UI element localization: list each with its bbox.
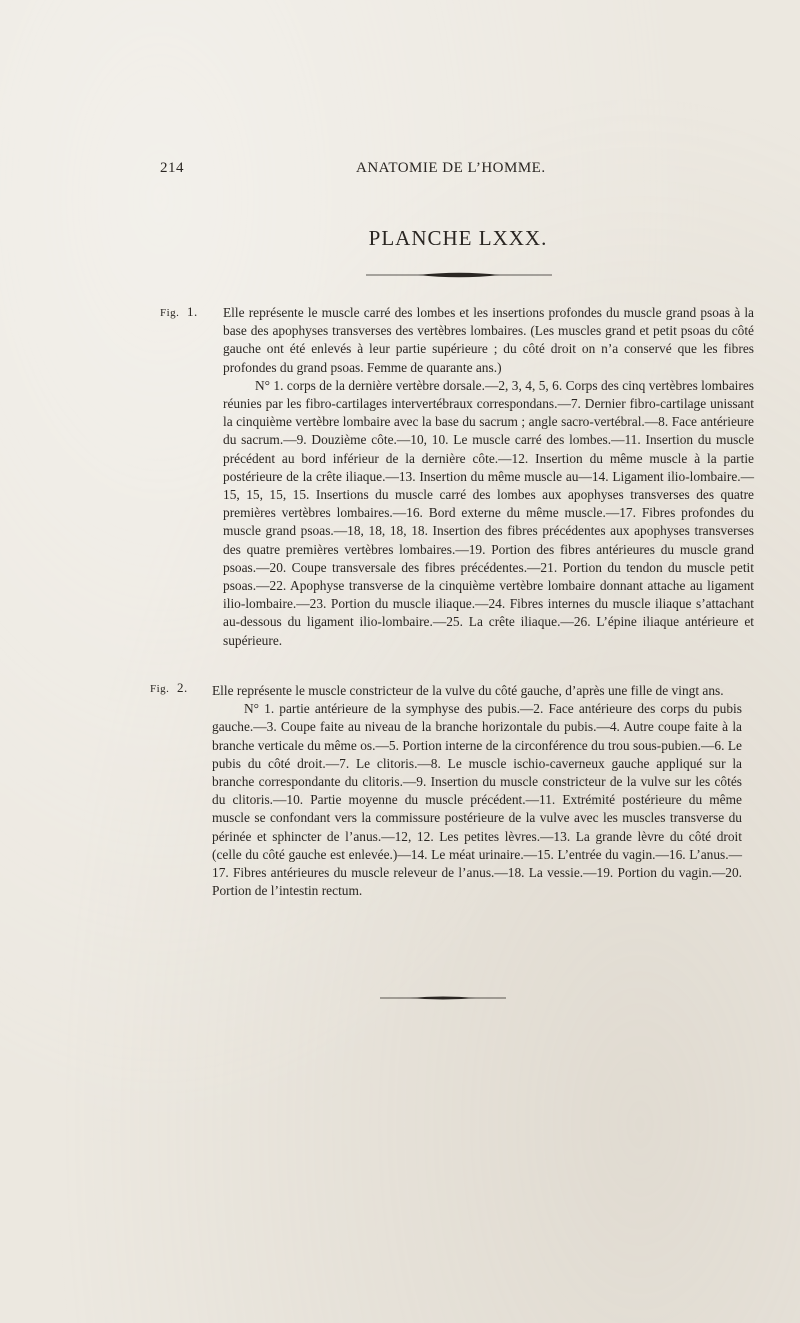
figure-2-label-prefix: Fig. xyxy=(150,683,170,695)
running-title: ANATOMIE DE L’HOMME. xyxy=(356,160,546,176)
page-number: 214 xyxy=(160,160,184,176)
figure-1-text xyxy=(223,304,754,650)
figure-2-text xyxy=(212,682,742,900)
figure-2-label-number: 2. xyxy=(176,680,188,695)
figure-1-label-number: 1. xyxy=(186,304,198,319)
figure-1-label xyxy=(160,304,198,320)
running-head xyxy=(160,160,760,182)
figure-2-legend: N° 1. partie antérieure de la symphyse des pubis.—2. Face antérieure des corps du pubis gauche.—3. Coupe faite au niveau de la branche horizontale du pubis.—4. Autre coupe faite à la branche verticale du même os.—5. Portion interne de la circonférence du trou sous-pubien.—6. Le pubis du côté droit.—7. Le clitoris.—8. Le muscle ischio-caverneux gauche appliqué sur la branche correspondante du clitoris.—9. Insertion du muscle constricteur de la vulve sur les côtés du clitoris.—10. Partie moyenne du muscle précédent.—11. Extrémité postérieure du même muscle se confondant vers la commissure postérieure de la vulve avec les muscles transverse du périnée et sphincter de l’anus.—12, 12. Les petites lèvres.—13. La grande lèvre du côté droit (celle du côté gauche est enlevée.)—14. Le méat urinaire.—15. L’entrée du vagin.—16. L’anus.—17. Fibres antérieures du muscle releveur de l’anus.—18. La vessie.—19. Portion du vagin.—20. Portion de l’intestin rectum. xyxy=(212,701,742,899)
figure-1-label-prefix: Fig. xyxy=(160,307,180,319)
figure-2-label xyxy=(150,680,188,696)
figure-1-description: Elle représente le muscle carré des lombes et les insertions profondes du muscle grand psoas à la base des apophyses transverses des vertèbres lombaires. (Les muscles grand et petit psoas du côté gauche ont été enlevés à leur partie supérieure ; du côté droit on n’a conservé que les fibres profondes du grand psoas. Femme de quarante ans.) xyxy=(223,305,754,375)
figure-1-legend: N° 1. corps de la dernière vertèbre dorsale.—2, 3, 4, 5, 6. Corps des cinq vertèbres lombaires réunies par les fibro-cartilages intervertébraux correspondans.—7. Dernier fibro-cartilage unissant la cinquième vertèbre lombaire avec la base du sacrum ; angle sacro-vertébral.—8. Face antérieure du sacrum.—9. Douzième côte.—10, 10. Le muscle carré des lombes.—11. Insertion du muscle précédent au bord inférieur de la dernière côte.—12. Insertion du même muscle à la partie postérieure de la crête iliaque.—13. Insertion du même muscle au—14. Ligament ilio-lombaire.—15, 15, 15, 15. Insertions du muscle carré des lombes aux apophyses transverses des quatre premières vertèbres lombaires.—16. Bord externe du même muscle.—17. Fibres profondes du muscle grand psoas.—18, 18, 18, 18. Insertion des fibres précédentes aux apophyses transverses des quatre premières vertèbres lombaires.—19. Portion des fibres antérieures du muscle grand psoas.—20. Coupe transversale des fibres précédentes.—21. Portion du tendon du muscle petit psoas.—22. Apophyse transverse de la cinquième vertèbre lombaire donnant attache au ligament ilio-lombaire.—23. Portion du muscle iliaque.—24. Fibres internes du muscle iliaque s’attachant au-dessous du ligament ilio-lombaire.—25. La crête iliaque.—26. L’épine iliaque antérieure et supérieure. xyxy=(223,377,754,648)
plate-title: PLANCHE LXXX. xyxy=(368,226,548,250)
figure-2-description: Elle représente le muscle constricteur de la vulve du côté gauche, d’après une fille de vingt ans. xyxy=(212,683,724,698)
ornament-rule-top xyxy=(366,271,552,279)
ornament-rule-bottom xyxy=(380,994,506,1002)
